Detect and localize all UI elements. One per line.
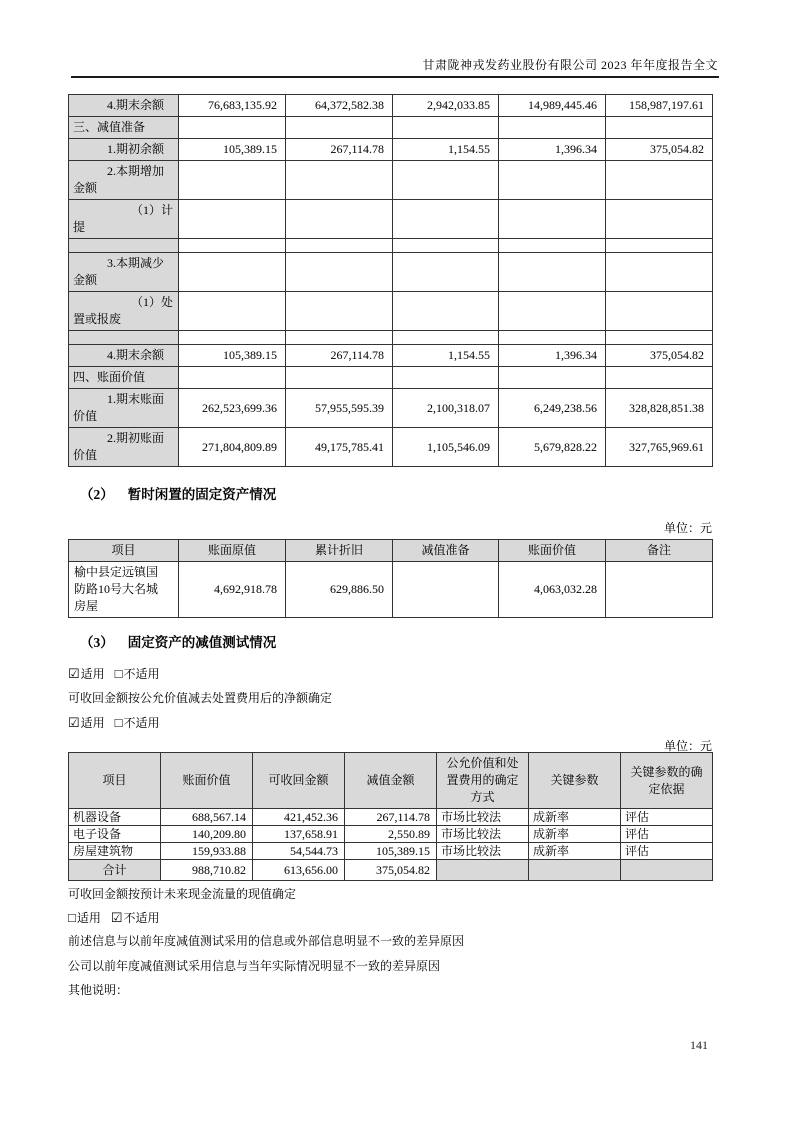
checkbox-label: 不适用 xyxy=(123,911,160,925)
value-cell xyxy=(606,367,713,389)
column-header: 减值准备 xyxy=(393,540,499,562)
value-cell: 14,989,445.46 xyxy=(499,95,606,117)
value-cell: 271,804,809.89 xyxy=(179,428,286,467)
value-cell: 市场比较法 xyxy=(437,809,529,826)
table-row xyxy=(69,117,713,139)
value-cell: 267,114.78 xyxy=(345,809,437,826)
checked-checkbox-icon: ☑ xyxy=(110,910,123,925)
row-label-cell xyxy=(69,331,179,345)
value-cell: 57,955,595.39 xyxy=(286,389,393,428)
value-cell xyxy=(179,161,286,200)
column-header: 关键参数的确定依据 xyxy=(621,753,713,809)
checked-checkbox-icon: ☑ xyxy=(68,715,80,730)
value-cell: 2,942,033.85 xyxy=(393,95,499,117)
checked-checkbox-icon: ☑ xyxy=(68,666,80,681)
value-cell: 158,987,197.61 xyxy=(606,95,713,117)
value-cell xyxy=(499,367,606,389)
value-cell xyxy=(286,253,393,292)
table-row xyxy=(69,389,713,428)
unchecked-checkbox-icon: □ xyxy=(114,666,123,681)
table-row xyxy=(69,367,713,389)
value-cell xyxy=(393,200,499,239)
row-label-cell xyxy=(69,239,179,253)
applicability-line xyxy=(68,666,160,682)
value-cell: 6,249,238.56 xyxy=(499,389,606,428)
section-number: （2） xyxy=(80,487,114,502)
value-cell: 105,389.15 xyxy=(345,843,437,860)
checkbox-label: 适用 xyxy=(80,667,105,681)
value-cell xyxy=(393,253,499,292)
value-cell: 105,389.15 xyxy=(179,139,286,161)
method-note: 可收回金额按公允价值减去处置费用后的净额确定 xyxy=(68,691,333,705)
value-cell: 1,396.34 xyxy=(499,139,606,161)
value-cell xyxy=(179,239,286,253)
value-cell: 市场比较法 xyxy=(437,826,529,843)
value-cell xyxy=(606,292,713,331)
value-cell xyxy=(606,331,713,345)
value-cell xyxy=(529,860,621,881)
value-cell xyxy=(499,331,606,345)
table-row xyxy=(69,809,713,826)
row-label-cell: 2.期初账面价值 xyxy=(69,428,179,467)
value-cell xyxy=(499,253,606,292)
value-cell: 64,372,582.38 xyxy=(286,95,393,117)
column-header: 公允价值和处置费用的确定方式 xyxy=(437,753,529,809)
value-cell xyxy=(606,253,713,292)
row-label-cell: 1.期初余额 xyxy=(69,139,179,161)
value-cell: 76,683,135.92 xyxy=(179,95,286,117)
value-cell xyxy=(286,200,393,239)
table-row xyxy=(69,161,713,200)
column-header: 减值金额 xyxy=(345,753,437,809)
checkbox-label: 不适用 xyxy=(123,716,160,730)
row-label-cell: （1）处置或报废 xyxy=(69,292,179,331)
value-cell xyxy=(179,367,286,389)
value-cell xyxy=(437,860,529,881)
section-title: 暂时闲置的固定资产情况 xyxy=(127,487,277,502)
header-row xyxy=(69,753,713,809)
value-cell: 421,452.36 xyxy=(253,809,345,826)
value-cell xyxy=(606,161,713,200)
value-cell xyxy=(393,367,499,389)
value-cell: 262,523,699.36 xyxy=(179,389,286,428)
value-cell: 267,114.78 xyxy=(286,139,393,161)
value-cell xyxy=(286,161,393,200)
value-cell xyxy=(286,239,393,253)
unchecked-checkbox-icon: □ xyxy=(68,910,76,925)
header-rule xyxy=(71,76,719,78)
table-row xyxy=(69,345,713,367)
value-cell xyxy=(179,200,286,239)
value-cell xyxy=(499,117,606,139)
row-label-cell: 1.期末账面价值 xyxy=(69,389,179,428)
header-row xyxy=(69,540,713,562)
item-cell: 房屋建筑物 xyxy=(69,843,161,860)
value-cell: 4,063,032.28 xyxy=(499,562,606,618)
value-cell xyxy=(286,331,393,345)
item-cell: 电子设备 xyxy=(69,826,161,843)
unit-label: 单位：元 xyxy=(663,521,712,535)
value-cell: 1,105,546.09 xyxy=(393,428,499,467)
value-cell xyxy=(499,292,606,331)
table-row xyxy=(69,292,713,331)
value-cell: 375,054.82 xyxy=(606,345,713,367)
checkbox-label: 不适用 xyxy=(123,667,160,681)
applicability-line xyxy=(68,715,160,731)
value-cell xyxy=(393,161,499,200)
column-header: 可收回金额 xyxy=(253,753,345,809)
value-cell: 2,100,318.07 xyxy=(393,389,499,428)
column-header: 累计折旧 xyxy=(286,540,393,562)
total-row xyxy=(69,860,713,881)
row-label-cell: 4.期末余额 xyxy=(69,345,179,367)
value-cell: 137,658.91 xyxy=(253,826,345,843)
value-cell xyxy=(499,200,606,239)
value-cell xyxy=(179,117,286,139)
row-label-cell: 三、减值准备 xyxy=(69,117,179,139)
row-label-cell: 4.期末余额 xyxy=(69,95,179,117)
value-cell xyxy=(286,117,393,139)
value-cell: 105,389.15 xyxy=(179,345,286,367)
table-row xyxy=(69,843,713,860)
item-cell: 机器设备 xyxy=(69,809,161,826)
unchecked-checkbox-icon: □ xyxy=(114,715,123,730)
impairment-test-table xyxy=(68,752,713,881)
fixed-assets-detail-table-wrap xyxy=(68,94,713,467)
value-cell: 评估 xyxy=(621,809,713,826)
value-cell: 328,828,851.38 xyxy=(606,389,713,428)
column-header: 账面原值 xyxy=(179,540,286,562)
value-cell xyxy=(606,117,713,139)
table-row xyxy=(69,95,713,117)
idle-fixed-assets-table-wrap xyxy=(68,539,713,618)
value-cell xyxy=(393,117,499,139)
value-cell xyxy=(606,200,713,239)
value-cell: 375,054.82 xyxy=(345,860,437,881)
difference-reason-note: 前述信息与以前年度减值测试采用的信息或外部信息明显不一致的差异原因 xyxy=(68,934,465,948)
value-cell: 成新率 xyxy=(529,809,621,826)
value-cell xyxy=(393,331,499,345)
difference-reason-note: 公司以前年度减值测试采用信息与当年实际情况明显不一致的差异原因 xyxy=(68,959,441,973)
applicability-line xyxy=(68,910,160,926)
value-cell xyxy=(179,253,286,292)
value-cell xyxy=(286,367,393,389)
item-cell: 榆中县定远镇国防路10号大名城房屋 xyxy=(69,562,179,618)
table-row xyxy=(69,253,713,292)
value-cell xyxy=(286,292,393,331)
table-row xyxy=(69,200,713,239)
impairment-test-table-wrap xyxy=(68,752,713,881)
value-cell: 市场比较法 xyxy=(437,843,529,860)
value-cell: 5,679,828.22 xyxy=(499,428,606,467)
value-cell xyxy=(393,239,499,253)
column-header: 项目 xyxy=(69,753,161,809)
table-row xyxy=(69,139,713,161)
unit-label: 单位：元 xyxy=(663,739,712,753)
value-cell xyxy=(606,239,713,253)
row-label-cell: 四、账面价值 xyxy=(69,367,179,389)
value-cell: 54,544.73 xyxy=(253,843,345,860)
report-header-title: 甘肃陇神戎发药业股份有限公司 2023 年年度报告全文 xyxy=(422,58,718,72)
section-3-heading xyxy=(80,631,276,651)
page-number: 141 xyxy=(690,1038,708,1052)
method-note: 可收回金额按预计未来现金流量的现值确定 xyxy=(68,887,297,901)
value-cell: 成新率 xyxy=(529,843,621,860)
value-cell: 评估 xyxy=(621,826,713,843)
value-cell: 4,692,918.78 xyxy=(179,562,286,618)
spacer-row xyxy=(69,331,713,345)
spacer-row xyxy=(69,239,713,253)
value-cell: 267,114.78 xyxy=(286,345,393,367)
value-cell: 1,154.55 xyxy=(393,139,499,161)
column-header: 关键参数 xyxy=(529,753,621,809)
table-row xyxy=(69,428,713,467)
row-label-cell: 2.本期增加金额 xyxy=(69,161,179,200)
value-cell: 140,209.80 xyxy=(161,826,253,843)
other-note-label: 其他说明： xyxy=(68,983,129,997)
total-label-cell: 合计 xyxy=(69,860,161,881)
value-cell: 2,550.89 xyxy=(345,826,437,843)
section-title: 固定资产的减值测试情况 xyxy=(127,635,277,650)
value-cell: 688,567.14 xyxy=(161,809,253,826)
section-number: （3） xyxy=(80,635,114,650)
value-cell: 159,933.88 xyxy=(161,843,253,860)
value-cell: 375,054.82 xyxy=(606,139,713,161)
value-cell xyxy=(621,860,713,881)
column-header: 项目 xyxy=(69,540,179,562)
checkbox-label: 适用 xyxy=(80,716,105,730)
checkbox-label: 适用 xyxy=(76,911,101,925)
value-cell xyxy=(499,161,606,200)
value-cell: 评估 xyxy=(621,843,713,860)
row-label-cell: 3.本期减少金额 xyxy=(69,253,179,292)
table-row xyxy=(69,562,713,618)
value-cell: 49,175,785.41 xyxy=(286,428,393,467)
value-cell xyxy=(606,562,713,618)
value-cell: 327,765,969.61 xyxy=(606,428,713,467)
row-label-cell: （1）计提 xyxy=(69,200,179,239)
column-header: 备注 xyxy=(606,540,713,562)
value-cell: 成新率 xyxy=(529,826,621,843)
value-cell: 613,656.00 xyxy=(253,860,345,881)
table-row xyxy=(69,826,713,843)
column-header: 账面价值 xyxy=(161,753,253,809)
value-cell: 1,154.55 xyxy=(393,345,499,367)
value-cell xyxy=(179,331,286,345)
value-cell xyxy=(393,562,499,618)
value-cell xyxy=(499,239,606,253)
value-cell: 629,886.50 xyxy=(286,562,393,618)
value-cell xyxy=(393,292,499,331)
value-cell: 988,710.82 xyxy=(161,860,253,881)
value-cell: 1,396.34 xyxy=(499,345,606,367)
fixed-assets-detail-table xyxy=(68,94,713,467)
idle-fixed-assets-table xyxy=(68,539,713,618)
value-cell xyxy=(179,292,286,331)
column-header: 账面价值 xyxy=(499,540,606,562)
section-2-heading xyxy=(80,483,276,503)
